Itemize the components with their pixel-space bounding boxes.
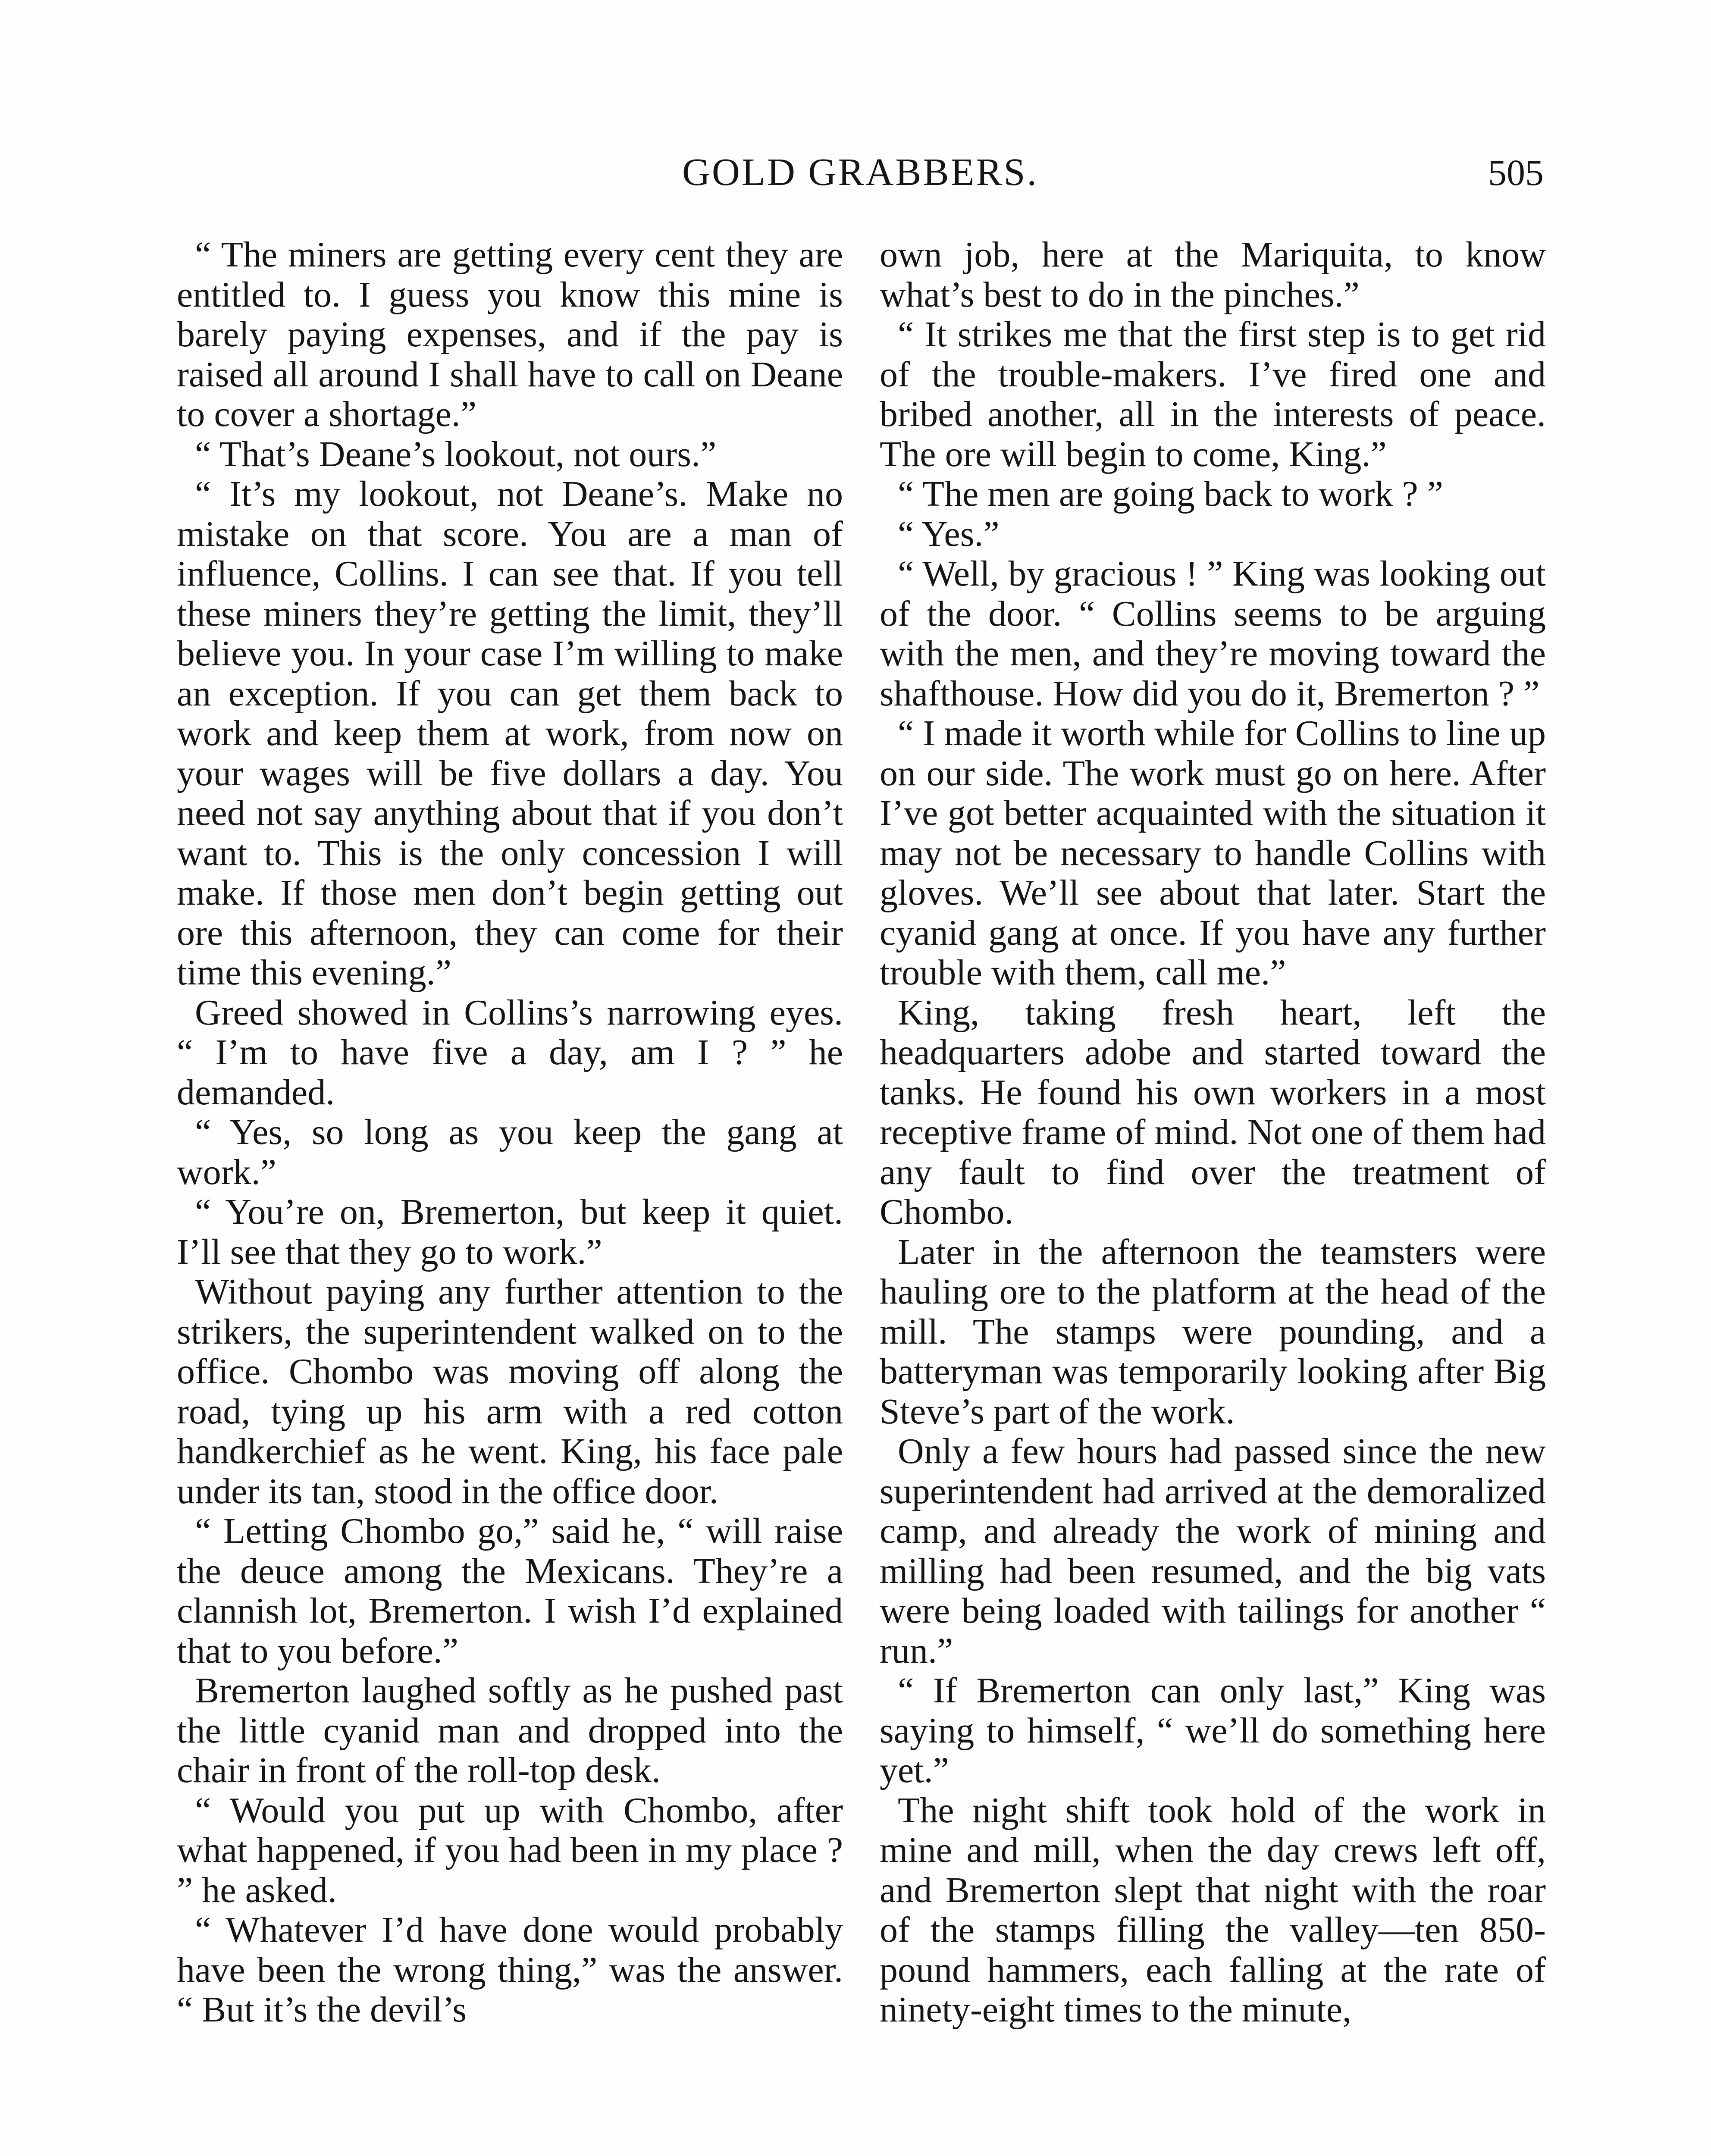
paragraph: King, taking fresh heart, left the headquarters adobe and started toward the tanks. He found his own workers in a most receptive frame of mind. Not one of them had any fault to find over the treatment of Chombo. <box>880 992 1546 1232</box>
paragraph: “ That’s Deane’s lookout, not ours.” <box>195 434 717 474</box>
paragraph: “ You’re on, Bremerton, but keep it quiet. I’ll see that they go to work.” <box>177 1192 843 1272</box>
paragraph: “ The miners are getting every cent they are entitled to. I guess you know this mine is barely paying expenses, and if the pay is raised all around I shall have to call on Deane to cover a shortage.” <box>177 235 843 434</box>
paragraph: “ I made it worth while for Collins to line up on our side. The work must go on here. After I’ve got better acquainted with the situation it may not be necessary to handle Collins with gloves. We’ll see about that later. Start the cyanid gang at once. If you have any further trouble with them, call me.” <box>880 713 1546 993</box>
running-title: GOLD GRABBERS. <box>682 151 1039 194</box>
paragraph: “ Well, by gracious ! ” King was looking out of the door. “ Collins seems to be arguing with the men, and they’re moving toward the shafthouse. How did you do it, Bremerton ? ” <box>880 554 1546 714</box>
paragraph: “ If Bremerton can only last,” King was saying to himself, “ we’ll do something here yet.” <box>880 1670 1546 1790</box>
paragraph: Later in the afternoon the teamsters were hauling ore to the platform at the head of the mill. The stamps were pounding, and a batteryman was temporarily looking after Big Steve’s part of the work. <box>880 1232 1546 1432</box>
page-header <box>177 149 1544 196</box>
paragraph: Bremerton laughed softly as he pushed past the little cyanid man and dropped into the chair in front of the roll-top desk. <box>177 1670 843 1790</box>
paragraph: “ It’s my lookout, not Deane’s. Make no mistake on that score. You are a man of influence, Collins. I can see that. If you tell these miners they’re getting the limit, they’ll believe you. In your case I’m willing to make an exception. If you can get them back to work and keep them at work, from now on your wages will be five dollars a day. You need not say anything about that if you don’t want to. This is the only concession I will make. If those men don’t begin getting out ore this afternoon, they can come for their time this evening.” <box>177 474 843 993</box>
paragraph: “ Yes, so long as you keep the gang at work.” <box>177 1112 843 1192</box>
paragraph: Greed showed in Collins’s narrowing eyes. “ I’m to have five a day, am I ? ” he demanded. <box>177 992 843 1112</box>
text-column-right <box>880 235 1546 2156</box>
paragraph: Only a few hours had passed since the new superintendent had arrived at the demoralized camp, and already the work of mining and milling had been resumed, and the big vats were being loaded with tailings for another “ run.” <box>880 1431 1546 1671</box>
paragraph: “ It strikes me that the first step is to get rid of the trouble-makers. I’ve fired one and bribed another, all in the interests of peace. The ore will begin to come, King.” <box>880 314 1546 474</box>
paragraph: “ Letting Chombo go,” said he, “ will raise the deuce among the Mexicans. They’re a clannish lot, Bremerton. I wish I’d explained that to you before.” <box>177 1511 843 1671</box>
paragraph: “ The men are going back to work ? ” <box>898 474 1443 514</box>
paragraph: “ Would you put up with Chombo, after what happened, if you had been in my place ? ” he asked. <box>177 1790 843 1910</box>
page-number: 505 <box>1488 152 1544 193</box>
paragraph: “ Yes.” <box>898 514 1000 554</box>
paragraph: “ Whatever I’d have done would probably have been the wrong thing,” was the answer. “ But it’s the devil’s <box>177 1910 843 2030</box>
paragraph: The night shift took hold of the work in mine and mill, when the day crews left off, and Bremerton slept that night with the roar of the stamps filling the valley—ten 850-pound hammers, each falling at the rate of ninety-eight times to the minute, <box>880 1790 1546 2030</box>
text-column-left <box>177 235 843 2156</box>
paragraph: Without paying any further attention to the strikers, the superintendent walked on to the office. Chombo was moving off along the road, tying up his arm with a red cotton handkerchief as he went. King, his face pale under its tan, stood in the office door. <box>177 1272 843 1511</box>
paragraph-continued: own job, here at the Mariquita, to know what’s best to do in the pinches.” <box>880 235 1546 315</box>
